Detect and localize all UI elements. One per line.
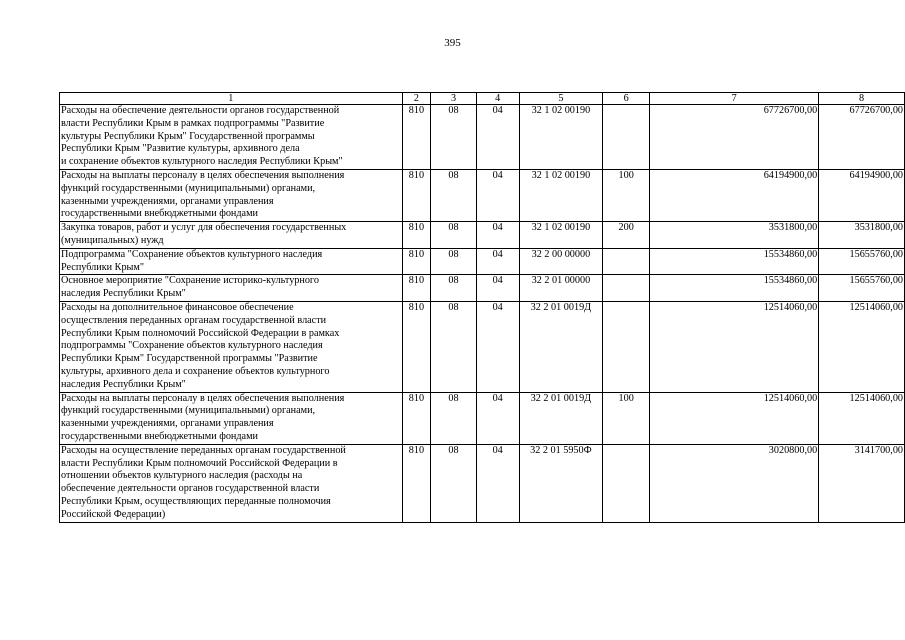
column-header: 6 xyxy=(603,93,650,105)
expense-name-cell xyxy=(60,275,403,302)
section-code-cell: 08 xyxy=(431,248,477,275)
amount-year1-cell: 15534860,00 xyxy=(650,248,819,275)
expense-name-line: Закупка товаров, работ и услуг для обеспечения государственных xyxy=(61,222,347,234)
table-body xyxy=(60,105,905,523)
expense-name-cell xyxy=(60,248,403,275)
amount-year1-cell: 15534860,00 xyxy=(650,275,819,302)
table-row xyxy=(60,222,905,249)
subsection-code-cell: 04 xyxy=(476,392,519,444)
amount-year2-cell: 15655760,00 xyxy=(819,275,905,302)
expense-type-code-cell: 100 xyxy=(603,169,650,221)
department-code-cell: 810 xyxy=(402,169,431,221)
table-row xyxy=(60,248,905,275)
target-item-code-cell: 32 2 01 5950Ф xyxy=(519,444,603,522)
table-row xyxy=(60,301,905,392)
subsection-code-cell: 04 xyxy=(476,105,519,170)
target-item-code-cell: 32 2 01 0019Д xyxy=(519,392,603,444)
expense-name-line: Республики Крым "Развитие культуры, архивного дела xyxy=(61,143,300,155)
amount-year1-cell: 67726700,00 xyxy=(650,105,819,170)
expense-name-line: подпрограммы "Сохранение объектов культурного наследия xyxy=(61,340,323,352)
expense-name-line: культуры, архивного дела и сохранение объектов культурного xyxy=(61,365,330,377)
expense-name-cell xyxy=(60,301,403,392)
section-code-cell: 08 xyxy=(431,222,477,249)
expense-name-line: Расходы на осуществление переданных органам государственной xyxy=(61,444,346,456)
expense-type-code-cell xyxy=(603,248,650,275)
section-code-cell: 08 xyxy=(431,169,477,221)
expense-name-line: и сохранение объектов культурного наследия Республики Крым" xyxy=(61,156,343,168)
expense-name-cell xyxy=(60,105,403,170)
target-item-code-cell: 32 1 02 00190 xyxy=(519,222,603,249)
expense-type-code-cell xyxy=(603,105,650,170)
expense-type-code-cell xyxy=(603,444,650,522)
expense-name-line: власти Республики Крым полномочий Российской Федерации в xyxy=(61,457,338,469)
expense-name-cell xyxy=(60,169,403,221)
section-code-cell: 08 xyxy=(431,444,477,522)
table-row xyxy=(60,105,905,170)
page-number: 395 xyxy=(444,37,461,49)
section-code-cell: 08 xyxy=(431,392,477,444)
expense-type-code-cell xyxy=(603,275,650,302)
expense-name-line: наследия Республики Крым" xyxy=(61,288,186,300)
amount-year2-cell: 15655760,00 xyxy=(819,248,905,275)
amount-year2-cell: 64194900,00 xyxy=(819,169,905,221)
expense-name-line: государственными внебюджетными фондами xyxy=(61,430,258,442)
table-row xyxy=(60,392,905,444)
expense-type-code-cell xyxy=(603,301,650,392)
expense-name-cell xyxy=(60,444,403,522)
expense-name-line: государственными внебюджетными фондами xyxy=(61,208,258,220)
amount-year2-cell: 12514060,00 xyxy=(819,301,905,392)
expense-name-line: Российской Федерации) xyxy=(61,508,166,520)
column-header: 1 xyxy=(60,93,403,105)
amount-year2-cell: 3141700,00 xyxy=(819,444,905,522)
expense-name-line: казенными учреждениями, органами управления xyxy=(61,418,274,430)
section-code-cell: 08 xyxy=(431,105,477,170)
expense-name-line: отношении объектов культурного наследия (расходы на xyxy=(61,470,303,482)
amount-year1-cell: 12514060,00 xyxy=(650,392,819,444)
subsection-code-cell: 04 xyxy=(476,222,519,249)
expense-name-line: (муниципальных) нужд xyxy=(61,234,164,246)
subsection-code-cell: 04 xyxy=(476,444,519,522)
target-item-code-cell: 32 2 01 0019Д xyxy=(519,301,603,392)
header-row xyxy=(60,93,905,105)
subsection-code-cell: 04 xyxy=(476,169,519,221)
department-code-cell: 810 xyxy=(402,248,431,275)
expense-name-line: Республики Крым полномочий Российской Федерации в рамках xyxy=(61,327,340,339)
amount-year1-cell: 64194900,00 xyxy=(650,169,819,221)
amount-year1-cell: 3531800,00 xyxy=(650,222,819,249)
amount-year2-cell: 12514060,00 xyxy=(819,392,905,444)
expense-name-line: Республики Крым" xyxy=(61,261,144,273)
column-header: 4 xyxy=(476,93,519,105)
column-header: 8 xyxy=(819,93,905,105)
department-code-cell: 810 xyxy=(402,301,431,392)
expense-type-code-cell: 100 xyxy=(603,392,650,444)
target-item-code-cell: 32 1 02 00190 xyxy=(519,169,603,221)
expense-name-line: функций государственными (муниципальными) органами, xyxy=(61,405,316,417)
target-item-code-cell: 32 2 01 00000 xyxy=(519,275,603,302)
expense-name-line: Республики Крым, осуществляющих переданные полномочия xyxy=(61,495,331,507)
expense-name-line: Расходы на выплаты персоналу в целях обеспечения выполнения xyxy=(61,169,345,181)
expense-name-line: власти Республики Крым в рамках подпрограммы "Развитие xyxy=(61,117,325,129)
amount-year1-cell: 12514060,00 xyxy=(650,301,819,392)
expense-name-line: Расходы на дополнительное финансовое обеспечение xyxy=(61,301,294,313)
expense-name-line: Расходы на обеспечение деятельности органов государственной xyxy=(61,105,340,116)
department-code-cell: 810 xyxy=(402,392,431,444)
budget-table xyxy=(59,92,905,523)
table-row xyxy=(60,169,905,221)
expense-type-code-cell: 200 xyxy=(603,222,650,249)
expense-name-cell xyxy=(60,392,403,444)
expense-name-line: Подпрограмма "Сохранение объектов культурного наследия xyxy=(61,248,323,260)
department-code-cell: 810 xyxy=(402,275,431,302)
expense-name-line: наследия Республики Крым" xyxy=(61,378,186,390)
table-row xyxy=(60,444,905,522)
amount-year2-cell: 67726700,00 xyxy=(819,105,905,170)
subsection-code-cell: 04 xyxy=(476,275,519,302)
column-header: 5 xyxy=(519,93,603,105)
expense-name-line: Расходы на выплаты персоналу в целях обеспечения выполнения xyxy=(61,392,345,404)
section-code-cell: 08 xyxy=(431,275,477,302)
target-item-code-cell: 32 2 00 00000 xyxy=(519,248,603,275)
expense-name-line: Республики Крым" Государственной программы "Развитие xyxy=(61,353,318,365)
expense-name-line: Основное мероприятие "Сохранение историко-культурного xyxy=(61,275,319,287)
expense-name-cell xyxy=(60,222,403,249)
department-code-cell: 810 xyxy=(402,444,431,522)
table-row xyxy=(60,275,905,302)
section-code-cell: 08 xyxy=(431,301,477,392)
column-header: 3 xyxy=(431,93,477,105)
subsection-code-cell: 04 xyxy=(476,248,519,275)
amount-year2-cell: 3531800,00 xyxy=(819,222,905,249)
column-header: 7 xyxy=(650,93,819,105)
amount-year1-cell: 3020800,00 xyxy=(650,444,819,522)
column-header: 2 xyxy=(402,93,431,105)
expense-name-line: культуры Республики Крым" Государственной программы xyxy=(61,130,315,142)
target-item-code-cell: 32 1 02 00190 xyxy=(519,105,603,170)
department-code-cell: 810 xyxy=(402,105,431,170)
expense-name-line: казенными учреждениями, органами управления xyxy=(61,195,274,207)
expense-name-line: осуществления переданных органам государственной власти xyxy=(61,314,327,326)
expense-name-line: обеспечение деятельности органов государственной власти xyxy=(61,483,320,495)
expense-name-line: функций государственными (муниципальными) органами, xyxy=(61,182,316,194)
department-code-cell: 810 xyxy=(402,222,431,249)
subsection-code-cell: 04 xyxy=(476,301,519,392)
